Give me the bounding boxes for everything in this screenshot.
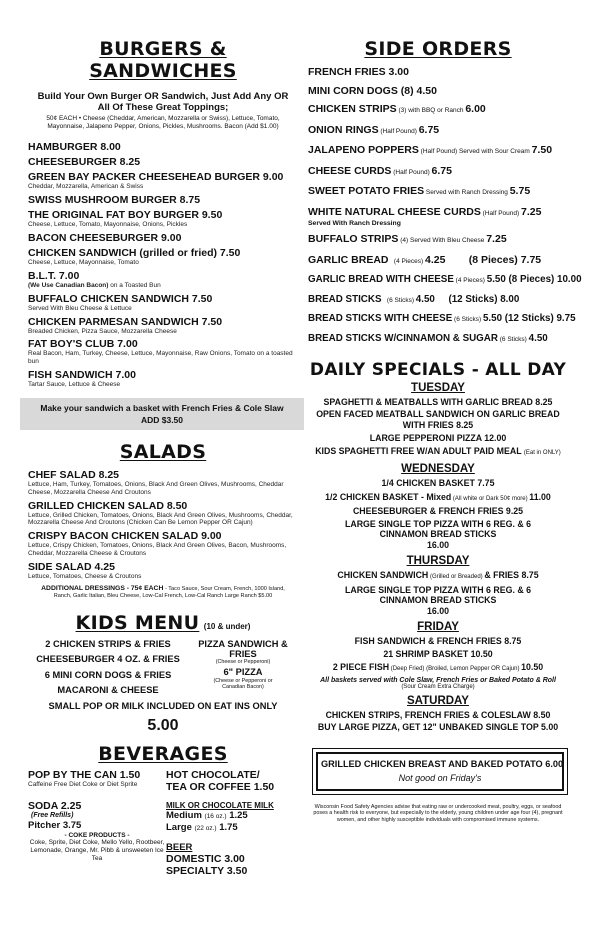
friday-box-outer [312, 748, 568, 795]
side-item [308, 185, 568, 199]
side-item [308, 103, 568, 117]
item-desc: Breaded Chicken, Pizza Sauce, Mozzarella Cheese [28, 327, 177, 335]
side-note: (Half Pound) Served with Sour Cream [418, 148, 532, 155]
item-desc: Cheese, Lettuce, Mayonnaise, Tomato [28, 259, 139, 267]
special-item: CHICKEN STRIPS, FRENCH FRIES & COLESLAW 8.50 [325, 709, 551, 720]
kids-free-note: (Eat in ONLY) [523, 449, 561, 456]
menu-item [28, 369, 298, 389]
large-price: 1.75 [219, 821, 238, 833]
item-desc: Lettuce, Grilled Chicken, Tomatoes, Onions, Black And Green Olives, Mushrooms, Cheddar, Mozzarella Cheese And Croutons (Chicken Can Be Lemon Pepper OR Cajun) [28, 511, 293, 527]
toppings-list: 50¢ EACH • Cheese (Cheddar, American, Mozzarella or Swiss), Lettuce, Tomato, Mayonnaise, Jalapeno Pepper, Onions, Pickles, Mushrooms. Bacon (Add $1.00) [46, 115, 280, 130]
day-saturday: SATURDAY [407, 694, 469, 707]
dressings-bold: ADDITIONAL DRESSINGS - 75¢ EACH [41, 585, 164, 593]
beverage-list [28, 769, 298, 877]
blt-note-bold: (We Use Canadian Bacon) [28, 282, 109, 290]
side-name: GARLIC BREAD [308, 253, 389, 266]
side-name: BREAD STICKS [308, 293, 382, 305]
item-name: CHICKEN PARMESAN SANDWICH 7.50 [28, 315, 223, 328]
item-name: CRISPY BACON CHICKEN SALAD 9.00 [28, 530, 222, 543]
side-item [308, 165, 568, 179]
item-name: BACON CHEESEBURGER 9.00 [28, 232, 182, 245]
side-name: CHEESE CURDS [308, 164, 392, 177]
item-name: THE ORIGINAL FAT BOY BURGER 9.50 [28, 209, 223, 222]
blt-note: on a Toasted Bun [108, 282, 161, 290]
menu-item [28, 338, 298, 365]
coke-list: Coke, Sprite, Diet Coke, Mello Yello, Rootbeer, Lemonade, Orange, Mr. Pibb & unsweeten Ice Tea [29, 839, 165, 862]
day-tuesday: TUESDAY [411, 381, 465, 394]
friday-box [316, 752, 564, 791]
item-name: BUFFALO CHICKEN SANDWICH 7.50 [28, 292, 213, 305]
salad-list [28, 469, 298, 580]
kids-pizza-sandwich-note: (Cheese or Pepperoni) [215, 658, 271, 665]
side-price: 6.00 [465, 103, 486, 115]
menu-item [28, 270, 298, 290]
side-name: SWEET POTATO FRIES [308, 185, 425, 197]
side-sub: Served With Ranch Dressing [308, 219, 401, 227]
beverages-left [28, 769, 166, 877]
item-name: FAT BOY'S CLUB 7.00 [28, 338, 138, 351]
beverages-title: BEVERAGES [98, 742, 228, 765]
item-desc: Served With Bleu Cheese & Lettuce [28, 304, 132, 312]
salads-title: SALADS [119, 441, 207, 464]
fri-sour: (Sour Cream Extra Charge) [401, 683, 475, 690]
item-desc: Cheese, Lettuce, Tomato, Mayonnaise, Onions, Pickles [28, 221, 188, 229]
side-item [308, 66, 568, 78]
special-item [308, 446, 568, 459]
side-item [308, 206, 568, 227]
menu-item [28, 194, 298, 206]
menu-item [28, 293, 298, 313]
kids-left [28, 637, 188, 699]
side-price: 5.75 [509, 185, 531, 197]
pop-desc: Caffeine Free Diet Coke or Diet Sprite [28, 780, 138, 788]
side-note: (6 Sticks) [497, 335, 529, 343]
item-desc: Real Bacon, Ham, Turkey, Cheese, Lettuce, Mayonnaise, Raw Onions, Tomato on a toasted bun [28, 350, 293, 366]
medium-oz: (16 oz.) [204, 812, 227, 820]
side-price: 4.25 (8 Pieces) 7.75 [424, 253, 542, 266]
right-column [308, 0, 582, 823]
special-item: CHEESEBURGER & FRENCH FRIES 9.25 [352, 506, 524, 516]
menu-item [28, 247, 298, 267]
side-item [308, 254, 568, 268]
special-item: LARGE SINGLE TOP PIZZA WITH 6 REG. & 6 CINNAMON BREAD STICKS [344, 584, 532, 605]
special-item: LARGE SINGLE TOP PIZZA WITH 6 REG. & 6 CINNAMON BREAD STICKS [344, 518, 532, 539]
kids-header [28, 612, 298, 634]
food-safety-warning: Wisconsin Food Safety Agencies advise that eating raw or undercooked meat, poultry, eggs, or seafood poses a health risk to everyone, but especially to the elderly, young children under age four (4), pregnant women, and other highly susceptible individuals with compromised immune systems. [313, 803, 563, 823]
milk-medium [166, 810, 298, 822]
basket-banner: Make your sandwich a basket with French Fries & Cole Slaw ADD $3.50 [20, 398, 304, 430]
side-note: (4) Served With Bleu Cheese [398, 237, 487, 244]
beer-title: BEER [166, 841, 193, 853]
special-item: BUY LARGE PIZZA, GET 12" UNBAKED SINGLE TOP 5.00 [317, 722, 559, 732]
fri-fish-note: (Deep Fried) (Broiled, Lemon Pepper OR Cajun) [389, 666, 522, 672]
item-desc: Tartar Sauce, Lettuce & Cheese [28, 380, 121, 388]
left-column [28, 0, 298, 877]
day-thursday: THURSDAY [406, 555, 470, 567]
kids-right [188, 637, 298, 699]
burger-list [28, 141, 298, 388]
menu-item [28, 561, 298, 581]
item-desc: Lettuce, Ham, Turkey, Tomatoes, Onions, Black And Green Olives, Mushrooms, Cheddar Cheese, Mozzarella Cheese And Croutons [28, 481, 284, 496]
side-name: CHICKEN STRIPS [308, 103, 397, 115]
burgers-intro: Build Your Own Burger OR Sandwich, Just Add Any OR All Of These Great Toppings; [37, 91, 289, 113]
menu-item [28, 530, 298, 557]
item-desc: Lettuce, Crispy Chicken, Tomatoes, Onions, Black And Green Olives, Bacon, Mushrooms, Cheddar, Mozzarella Cheese & Croutons [28, 542, 287, 557]
side-name: WHITE NATURAL CHEESE CURDS [308, 205, 481, 218]
item-name: GREEN BAY PACKER CHEESEHEAD BURGER 9.00 [28, 171, 284, 184]
special-item: OPEN FACED MEATBALL SANDWICH ON GARLIC BREAD WITH FRIES 8.25 [316, 409, 560, 430]
hot-item: HOT CHOCOLATE/ TEA OR COFFEE 1.50 [166, 768, 275, 793]
side-name: MINI CORN DOGS (8) 4.50 [308, 84, 437, 97]
special-price: 16.00 [426, 539, 449, 550]
large-label: Large [166, 821, 192, 833]
side-item [308, 313, 576, 326]
medium-price: 1.25 [229, 809, 248, 821]
box-line: GRILLED CHICKEN BREAST AND BAKED POTATO 6.00 [321, 758, 564, 769]
side-name: BUFFALO STRIPS [308, 233, 399, 245]
side-note: (6 Sticks) [381, 296, 416, 304]
side-note: (Half Pound) [391, 168, 432, 176]
kids-age: (10 & under) [203, 621, 251, 631]
item-name: FISH SANDWICH 7.00 [28, 368, 136, 381]
menu-item [28, 171, 298, 191]
special-item: LARGE PEPPERONI PIZZA 12.00 [369, 433, 507, 443]
menu-item [28, 141, 298, 153]
side-name: JALAPENO POPPERS [308, 144, 419, 156]
side-price: 7.50 [531, 144, 553, 156]
special-item [308, 492, 568, 505]
special-price: 16.00 [426, 605, 449, 616]
menu-item [28, 316, 298, 336]
side-price: 4.50 [528, 332, 548, 344]
special-item [308, 662, 568, 675]
side-price: 5.50 (8 Pieces) 10.00 [486, 274, 582, 285]
side-item [308, 233, 568, 247]
side-price: 6.75 [418, 123, 440, 136]
soda-item: SODA 2.25 [28, 800, 82, 813]
item-name: CHEESEBURGER 8.25 [28, 156, 141, 169]
day-friday: FRIDAY [417, 621, 459, 633]
side-note: (Half Pound) [480, 209, 521, 217]
item-name: CHEF SALAD 8.25 [28, 469, 120, 482]
beer-domestic: DOMESTIC 3.00 [166, 852, 245, 865]
thu-chicken: CHICKEN SANDWICH [337, 570, 429, 580]
kids-items [28, 637, 298, 699]
half-basket-price: 11.00 [529, 491, 551, 502]
item-name: B.L.T. 7.00 [28, 270, 80, 283]
beverages-right [166, 769, 298, 877]
fri-baskets: All baskets served with Cole Slaw, French Fries or Baked Potato & Roll [320, 676, 556, 684]
specials-title: DAILY SPECIALS - ALL DAY [309, 359, 567, 380]
menu-item [28, 469, 298, 496]
kids-item: MACARONI & CHEESE [57, 685, 159, 696]
special-item: 21 SHRIMP BASKET 10.50 [383, 648, 493, 659]
burgers-title: BURGERS & SANDWICHES [89, 38, 237, 82]
large-oz: (22 oz.) [194, 824, 217, 832]
kids-item: 6 MINI CORN DOGS & FRIES [44, 669, 172, 680]
refills-note: (Free Refills) [31, 812, 74, 820]
kids-pizza: 6" PIZZA [223, 666, 263, 677]
side-price: 5.50 (12 Sticks) 9.75 [482, 313, 576, 324]
menu-item [28, 156, 298, 168]
kids-item: CHEESEBURGER 4 OZ. & FRIES [36, 654, 180, 665]
beer-specialty: SPECIALTY 3.50 [166, 864, 248, 877]
menu-item [28, 232, 298, 244]
kids-title: KIDS MENU [75, 611, 200, 634]
menu-item [28, 500, 298, 527]
side-note: (6 Sticks) [452, 316, 483, 323]
kids-price: 5.00 [147, 716, 179, 734]
dressings-list: - Taco Sauce, Sour Cream, French, 1000 Island, Ranch, Garlic Italian, Bleu Cheese, Low-Cal French, Low-Cal Ranch Large Ranch $5.00 [53, 586, 285, 599]
special-item: 1/4 CHICKEN BASKET 7.75 [381, 478, 495, 488]
pop-item: POP BY THE CAN 1.50 [28, 768, 141, 781]
milk-large [166, 822, 298, 834]
side-item [308, 85, 568, 97]
box-note: Not good on Friday's [398, 772, 482, 783]
kids-drink: SMALL POP OR MILK INCLUDED ON EAT INS ONLY [48, 700, 278, 711]
item-desc [28, 282, 298, 290]
side-item [308, 144, 568, 158]
half-basket-note: (All white or Dark 50¢ more) [451, 495, 530, 502]
side-note: (4 Pieces) [453, 277, 487, 284]
side-price: 6.75 [431, 164, 452, 177]
side-note: (Half Pound) [378, 127, 419, 135]
menu-item [28, 209, 298, 229]
special-item [308, 570, 568, 583]
kids-pizza-note: (Cheese or Pepperoni or Canadian Bacon) [213, 677, 273, 691]
sides-title: SIDE ORDERS [364, 38, 512, 60]
special-item: SPAGHETTI & MEATBALLS WITH GARLIC BREAD 8.25 [323, 396, 553, 407]
pitcher-item: Pitcher 3.75 [28, 820, 82, 832]
side-item [308, 333, 568, 346]
fri-fish-price: 10.50 [521, 662, 544, 672]
coke-title: - COKE PRODUCTS - [64, 832, 130, 840]
fri-fish: 2 PIECE FISH [332, 662, 390, 672]
side-list [308, 66, 582, 346]
side-note: (3) with BBQ or Ranch [396, 107, 466, 114]
side-note: Served with Ranch Dressing [424, 189, 510, 196]
item-desc: Lettuce, Tomatoes, Cheese & Croutons [28, 572, 142, 580]
side-price: 7.25 [520, 205, 542, 218]
day-wednesday: WEDNESDAY [401, 463, 475, 475]
side-price: 4.50 (12 Sticks) 8.00 [415, 293, 520, 305]
item-name: SWISS MUSHROOM BURGER 8.75 [28, 194, 201, 207]
side-name: GARLIC BREAD WITH CHEESE [308, 274, 454, 285]
thu-chicken-note: (Grilled or Breaded) [428, 574, 485, 580]
kids-pizza-sandwich: PIZZA SANDWICH & FRIES [198, 638, 288, 659]
thu-chicken-price: & FRIES 8.75 [484, 570, 539, 580]
item-desc: Cheddar, Mozzarella, American & Swiss [28, 183, 144, 191]
side-name: BREAD STICKS WITH CHEESE [308, 313, 453, 324]
side-price: 7.25 [486, 233, 507, 245]
side-name: FRENCH FRIES 3.00 [308, 66, 409, 78]
kids-free: KIDS SPAGHETTI FREE W/AN ADULT PAID MEAL [315, 445, 522, 456]
medium-label: Medium [166, 809, 202, 821]
dressings-note [38, 586, 288, 600]
item-name: CHICKEN SANDWICH (grilled or fried) 7.50 [28, 247, 241, 260]
item-name: HAMBURGER 8.00 [28, 141, 121, 153]
side-item [308, 124, 568, 138]
side-name: ONION RINGS [308, 123, 379, 136]
special-item: FISH SANDWICH & FRENCH FRIES 8.75 [354, 636, 522, 646]
item-name: SIDE SALAD 4.25 [28, 560, 115, 573]
side-name: BREAD STICKS W/CINNAMON & SUGAR [308, 332, 498, 344]
half-basket: 1/2 CHICKEN BASKET - Mixed [325, 491, 452, 502]
side-item [308, 274, 582, 287]
milk-title: MILK OR CHOCOLATE MILK [166, 800, 274, 810]
side-item [308, 294, 568, 307]
item-name: GRILLED CHICKEN SALAD 8.50 [28, 499, 188, 512]
kids-item: 2 CHICKEN STRIPS & FRIES [45, 638, 171, 649]
side-note: (4 Pieces) [388, 257, 425, 265]
